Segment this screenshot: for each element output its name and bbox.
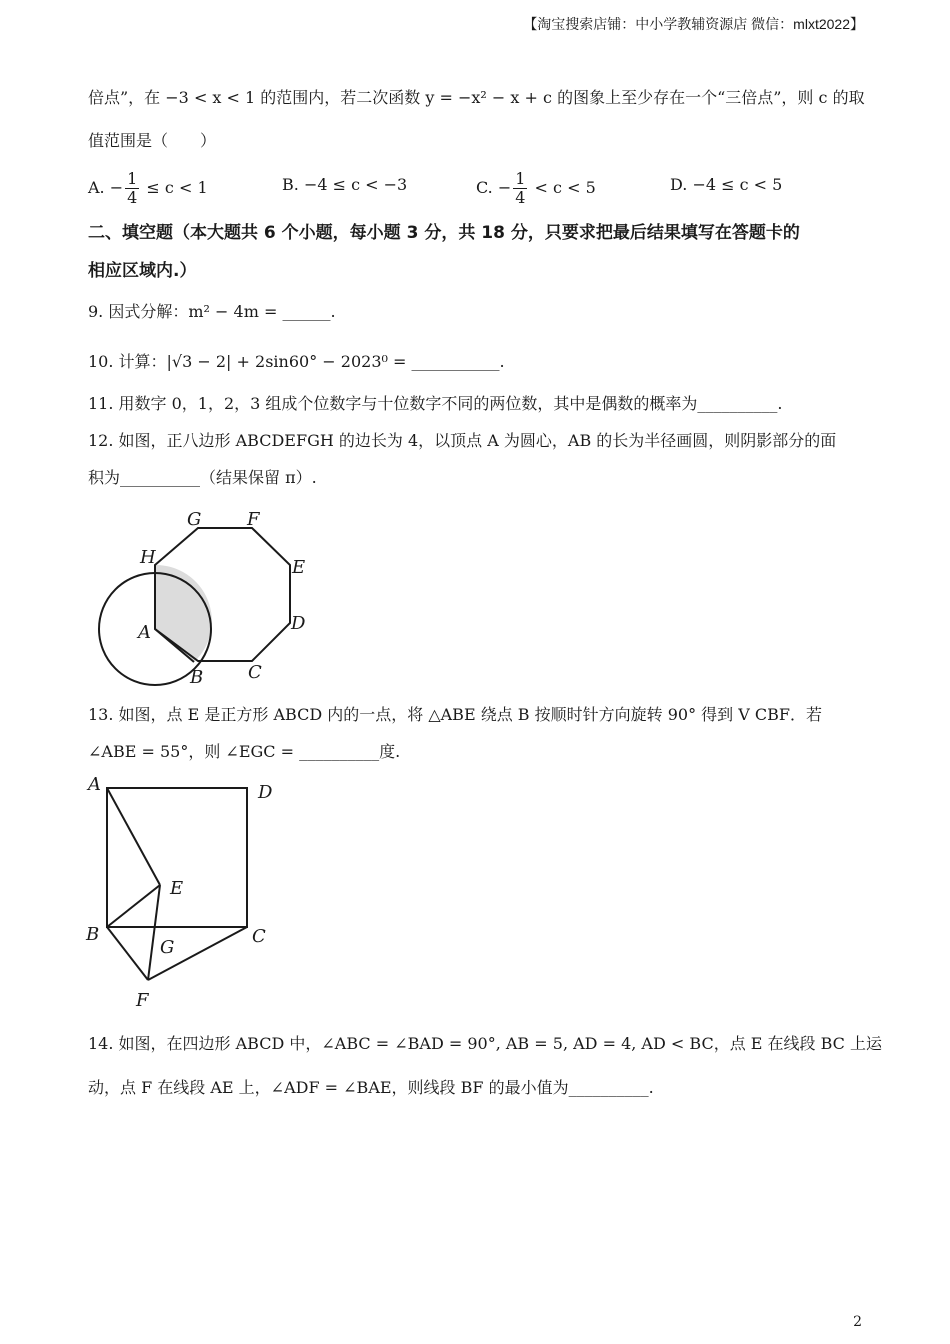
figure-square xyxy=(80,770,290,1015)
fraction: $\frac{1}{4}$ xyxy=(127,169,138,207)
segment-be xyxy=(107,885,160,927)
option-label: B. xyxy=(282,175,299,194)
label-a: A xyxy=(138,622,151,643)
q8-option-d xyxy=(670,175,782,194)
label-c: C xyxy=(252,926,266,947)
option-text: −4 ≤ c < −3 xyxy=(303,175,408,194)
label-f: F xyxy=(247,509,260,530)
label-d: D xyxy=(291,613,306,634)
label-g: G xyxy=(160,937,175,958)
option-label: C. xyxy=(476,178,493,197)
option-sign: − xyxy=(109,178,124,197)
figure-octagon xyxy=(90,505,320,690)
q13-line1: 13. 如图，点 E 是正方形 ABCD 内的一点，将 △ABE 绕点 B 按顺时针方向旋转 90° 得到 V CBF．若 xyxy=(88,705,822,724)
q8-option-a xyxy=(88,170,208,207)
label-f: F xyxy=(136,990,149,1011)
q8-option-c xyxy=(476,170,596,207)
label-e: E xyxy=(170,878,184,899)
option-label: D. xyxy=(670,175,688,194)
page-header: 【淘宝搜索店铺：中小学教辅资源店 微信：mlxt2022】 xyxy=(523,16,864,32)
q13-line2: ∠ABE = 55°，则 ∠EGC = __________度. xyxy=(88,742,401,761)
label-c: C xyxy=(248,662,262,683)
label-b: B xyxy=(86,924,100,945)
q12-line2: 积为__________（结果保留 π）. xyxy=(88,468,317,487)
square-abcd xyxy=(107,788,247,927)
q9: 9. 因式分解：m² − 4m = ______. xyxy=(88,302,336,321)
page-number: 2 xyxy=(853,1314,862,1330)
option-rest: < c < 5 xyxy=(534,178,596,197)
q11: 11. 用数字 0，1，2，3 组成个位数字与十位数字不同的两位数，其中是偶数的概率为__________. xyxy=(88,394,783,413)
option-rest: ≤ c < 1 xyxy=(146,178,208,197)
segment-ef xyxy=(148,885,160,980)
fraction: $\frac{1}{4}$ xyxy=(515,169,526,207)
section-heading-line1: 二、填空题（本大题共 6 个小题，每小题 3 分，共 18 分，只要求把最后结果填写在答题卡的 xyxy=(88,223,800,243)
segment-bf xyxy=(107,927,148,980)
option-label: A. xyxy=(88,178,105,197)
q8-line2: 值范围是（ ） xyxy=(88,131,217,150)
q8-line1: 倍点”，在 −3 < x < 1 的范围内，若二次函数 y = −x² − x + c 的图象上至少存在一个“三倍点”，则 c 的取 xyxy=(88,88,865,107)
q14-line2: 动，点 F 在线段 AE 上，∠ADF = ∠BAE，则线段 BF 的最小值为__________. xyxy=(88,1078,654,1097)
section-heading-line2: 相应区域内.） xyxy=(88,261,197,281)
shaded-region xyxy=(155,565,212,662)
q12-line1: 12. 如图，正八边形 ABCDEFGH 的边长为 4，以顶点 A 为圆心，AB 的长为半径画圆，则阴影部分的面 xyxy=(88,431,837,450)
label-h: H xyxy=(140,547,156,568)
q10: 10. 计算：|√3 − 2| + 2sin60° − 2023⁰ = ___________. xyxy=(88,352,505,371)
label-d: D xyxy=(258,782,273,803)
label-a: A xyxy=(88,774,101,795)
option-sign: − xyxy=(497,178,512,197)
label-e: E xyxy=(292,557,306,578)
label-g: G xyxy=(187,509,202,530)
q14-line1: 14. 如图，在四边形 ABCD 中，∠ABC = ∠BAD = 90°, AB = 5, AD = 4, AD < BC，点 E 在线段 BC 上运 xyxy=(88,1034,883,1053)
label-b: B xyxy=(190,667,204,688)
segment-ae xyxy=(107,788,160,885)
option-text: −4 ≤ c < 5 xyxy=(692,175,783,194)
q8-option-b xyxy=(282,175,407,194)
